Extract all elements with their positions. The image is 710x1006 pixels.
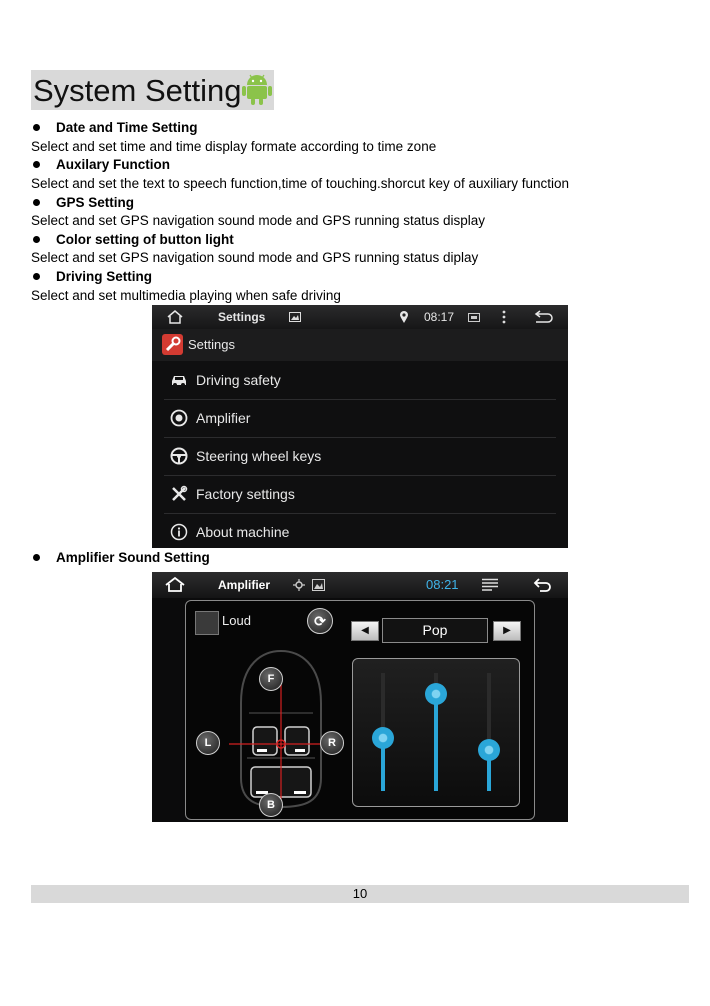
bullet-icon — [33, 554, 40, 561]
status-time: 08:21 — [426, 577, 459, 592]
settings-screenshot — [152, 305, 568, 548]
preset-prev-button[interactable]: ◀ — [351, 621, 379, 641]
location-icon — [399, 310, 409, 324]
menu-list-icon[interactable] — [482, 578, 498, 591]
image-icon — [289, 312, 301, 322]
section-heading: Driving Setting — [56, 269, 153, 284]
section-heading: Amplifier Sound Setting — [56, 550, 210, 565]
tools-icon — [170, 485, 188, 503]
eq-fill-mid — [434, 694, 438, 791]
balance-back-button[interactable]: B — [259, 793, 283, 817]
page-number: 10 — [352, 886, 368, 901]
status-bar — [152, 305, 568, 329]
back-icon[interactable] — [534, 310, 554, 324]
car-balance-diagram[interactable] — [211, 633, 351, 813]
more-options-icon[interactable] — [502, 310, 506, 324]
back-icon[interactable] — [532, 577, 552, 592]
page-title: System Setting — [33, 73, 242, 108]
car-icon — [170, 371, 188, 389]
preset-display: Pop — [382, 618, 488, 643]
gps-icon — [293, 579, 305, 591]
sd-card-icon — [468, 313, 480, 322]
reset-button[interactable]: ⟳ — [307, 608, 333, 634]
settings-app-icon — [162, 334, 183, 355]
section-heading: GPS Setting — [56, 195, 135, 210]
bullet-icon — [33, 199, 40, 206]
settings-item-steering-wheel-keys[interactable] — [164, 438, 556, 476]
settings-item-label: Driving safety — [196, 372, 281, 388]
steering-wheel-icon — [170, 447, 188, 465]
settings-item-about-machine[interactable] — [164, 514, 556, 548]
eq-slider-mid[interactable] — [425, 683, 447, 705]
home-icon[interactable] — [166, 309, 184, 325]
amplifier-panel — [185, 600, 535, 820]
status-title: Amplifier — [218, 578, 271, 592]
eq-slider-low[interactable] — [372, 727, 394, 749]
bullet-icon — [33, 124, 40, 131]
settings-item-label: Factory settings — [196, 486, 295, 502]
bullet-icon — [33, 236, 40, 243]
preset-next-button[interactable]: ▶ — [493, 621, 521, 641]
section-description: Select and set multimedia playing when safe driving — [31, 288, 341, 303]
image-icon — [312, 579, 325, 591]
bullet-icon — [33, 161, 40, 168]
loud-checkbox[interactable] — [195, 611, 219, 635]
home-icon[interactable] — [164, 576, 186, 593]
bullet-icon — [33, 273, 40, 280]
status-time: 08:17 — [424, 310, 455, 324]
settings-item-label: Amplifier — [196, 410, 251, 426]
section-heading: Auxilary Function — [56, 157, 171, 172]
section-description: Select and set GPS navigation sound mode and GPS running status diplay — [31, 250, 479, 265]
settings-header — [152, 329, 568, 361]
section-description: Select and set time and time display formate according to time zone — [31, 139, 437, 154]
section-description: Select and set the text to speech function,time of touching.shorcut key of auxiliary function — [31, 176, 570, 191]
settings-header-label: Settings — [188, 337, 235, 352]
balance-front-button[interactable]: F — [259, 667, 283, 691]
balance-right-button[interactable]: R — [320, 731, 344, 755]
balance-left-button[interactable]: L — [196, 731, 220, 755]
amplifier-screenshot — [152, 572, 568, 822]
loud-label: Loud — [222, 613, 251, 628]
settings-item-factory-settings[interactable] — [164, 476, 556, 514]
section-heading: Date and Time Setting — [56, 120, 198, 135]
info-icon — [170, 523, 188, 541]
settings-item-driving-safety[interactable] — [164, 362, 556, 400]
android-icon — [241, 72, 273, 106]
section-description: Select and set GPS navigation sound mode and GPS running status display — [31, 213, 486, 228]
speaker-icon — [170, 409, 188, 427]
equalizer-panel — [352, 658, 520, 807]
settings-item-label: Steering wheel keys — [196, 448, 322, 464]
status-title: Settings — [218, 310, 266, 324]
eq-slider-high[interactable] — [478, 739, 500, 761]
status-bar — [152, 572, 568, 598]
settings-item-label: About machine — [196, 524, 290, 540]
section-heading: Color setting of button light — [56, 232, 234, 247]
settings-item-amplifier[interactable] — [164, 400, 556, 438]
